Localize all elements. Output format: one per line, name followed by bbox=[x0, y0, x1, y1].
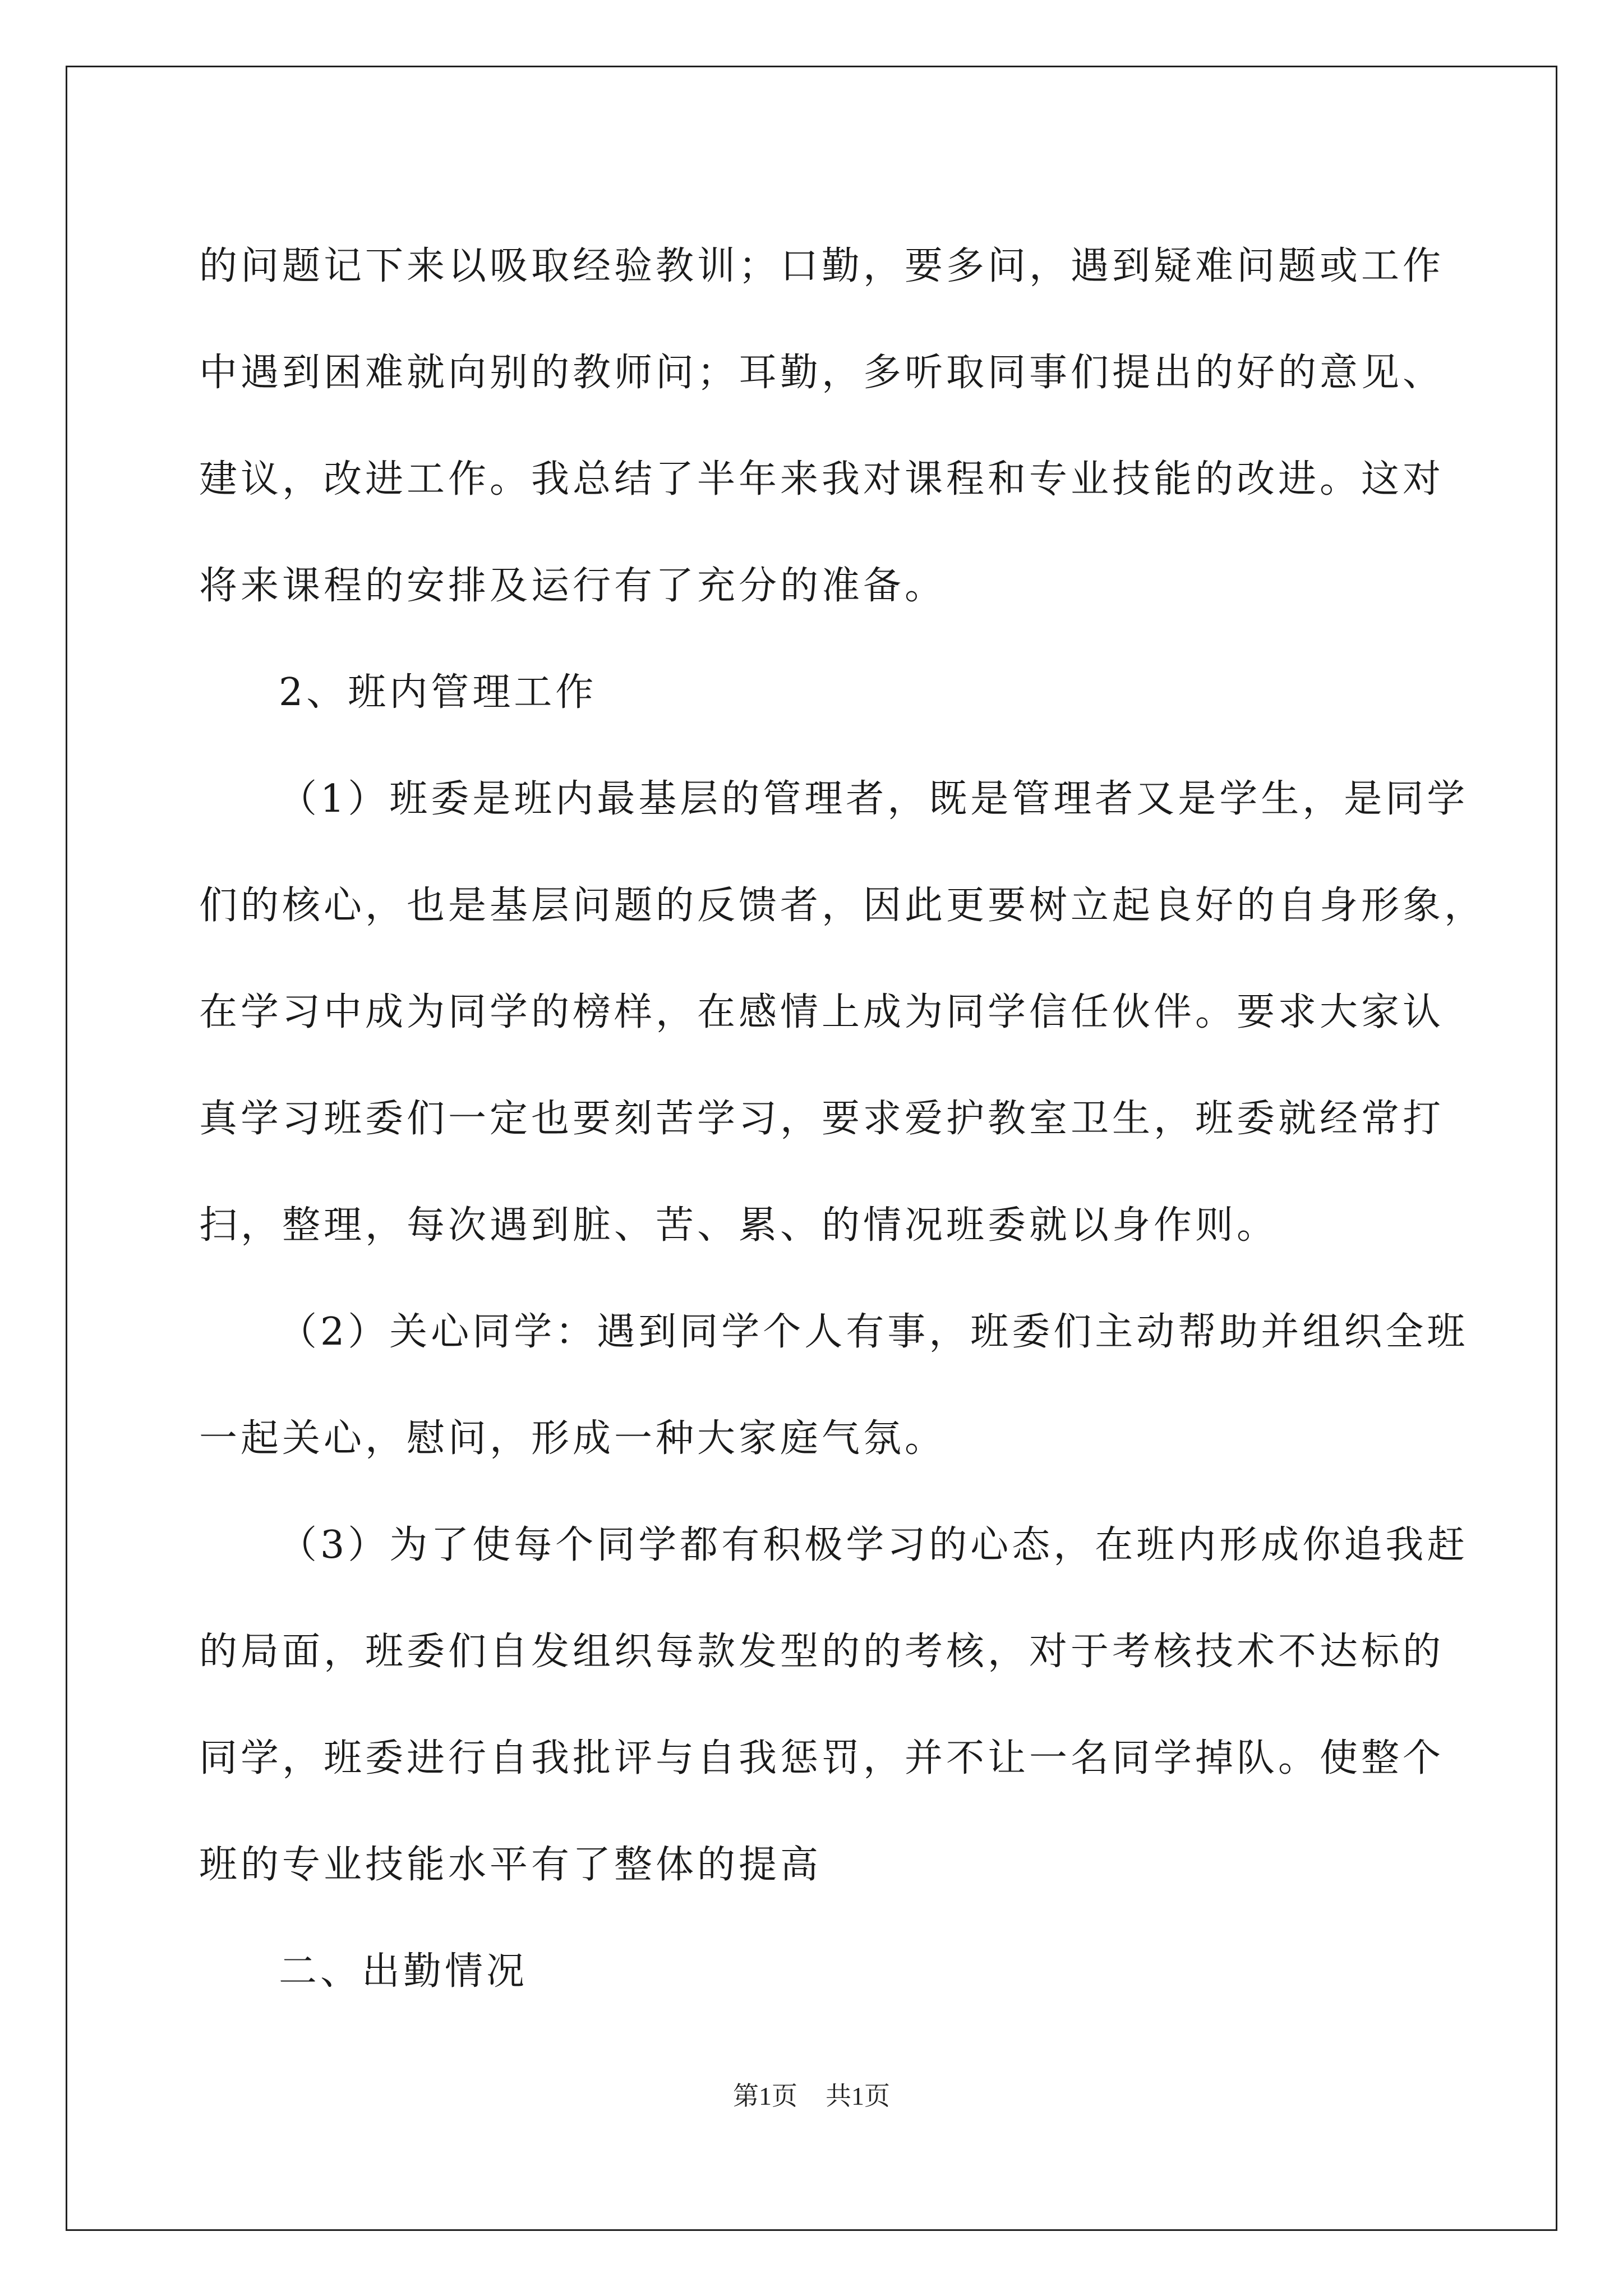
text-line: （3）为了使每个同学都有积极学习的心态，在班内形成你追我赶 bbox=[279, 1523, 1469, 1567]
document-body bbox=[199, 213, 1486, 2025]
text-line: （2）关心同学：遇到同学个人有事，班委们主动帮助并组织全班 bbox=[279, 1310, 1469, 1354]
paragraph-item-3 bbox=[199, 1492, 1469, 1918]
text-line: 一起关心，慰问，形成一种大家庭气氛。 bbox=[199, 1416, 947, 1461]
section-heading-class-management bbox=[199, 639, 1427, 746]
text-line: 扫，整理，每次遇到脏、苦、累、的情况班委就以身作则。 bbox=[199, 1203, 1279, 1248]
heading-line: 二、出勤情况 bbox=[279, 1949, 528, 1994]
paragraph-item-2 bbox=[199, 1279, 1469, 1492]
paragraph-intro bbox=[199, 213, 1445, 639]
paragraph-item-1 bbox=[199, 746, 1486, 1279]
section-heading-attendance bbox=[199, 1918, 1427, 2025]
text-line: 班的专业技能水平有了整体的提高 bbox=[199, 1843, 822, 1887]
text-line: 的问题记下来以吸取经验教训；口勤，要多问，遇到疑难问题或工作 bbox=[199, 244, 1445, 288]
page-footer bbox=[0, 2076, 1623, 2113]
text-line: 在学习中成为同学的榜样，在感情上成为同学信任伙伴。要求大家认 bbox=[199, 990, 1445, 1034]
text-line: 真学习班委们一定也要刻苦学习，要求爱护教室卫生，班委就经常打 bbox=[199, 1097, 1445, 1141]
text-line: 将来课程的安排及运行有了充分的准备。 bbox=[199, 564, 947, 608]
text-line: 的局面，班委们自发组织每款发型的的考核，对于考核技术不达标的 bbox=[199, 1630, 1445, 1674]
text-line: 建议，改进工作。我总结了半年来我对课程和专业技能的改进。这对 bbox=[199, 457, 1445, 501]
text-line: 们的核心，也是基层问题的反馈者，因此更要树立起良好的自身形象， bbox=[199, 884, 1486, 928]
page-total: 共1页 bbox=[826, 2082, 890, 2110]
heading-line: 2、班内管理工作 bbox=[279, 670, 597, 715]
text-line: 同学，班委进行自我批评与自我惩罚，并不让一名同学掉队。使整个 bbox=[199, 1736, 1445, 1780]
text-line: 中遇到困难就向别的教师问；耳勤，多听取同事们提出的好的意见、 bbox=[199, 351, 1445, 395]
page-number: 第1页 bbox=[733, 2082, 797, 2110]
text-line: （1）班委是班内最基层的管理者，既是管理者又是学生，是同学 bbox=[279, 777, 1469, 821]
